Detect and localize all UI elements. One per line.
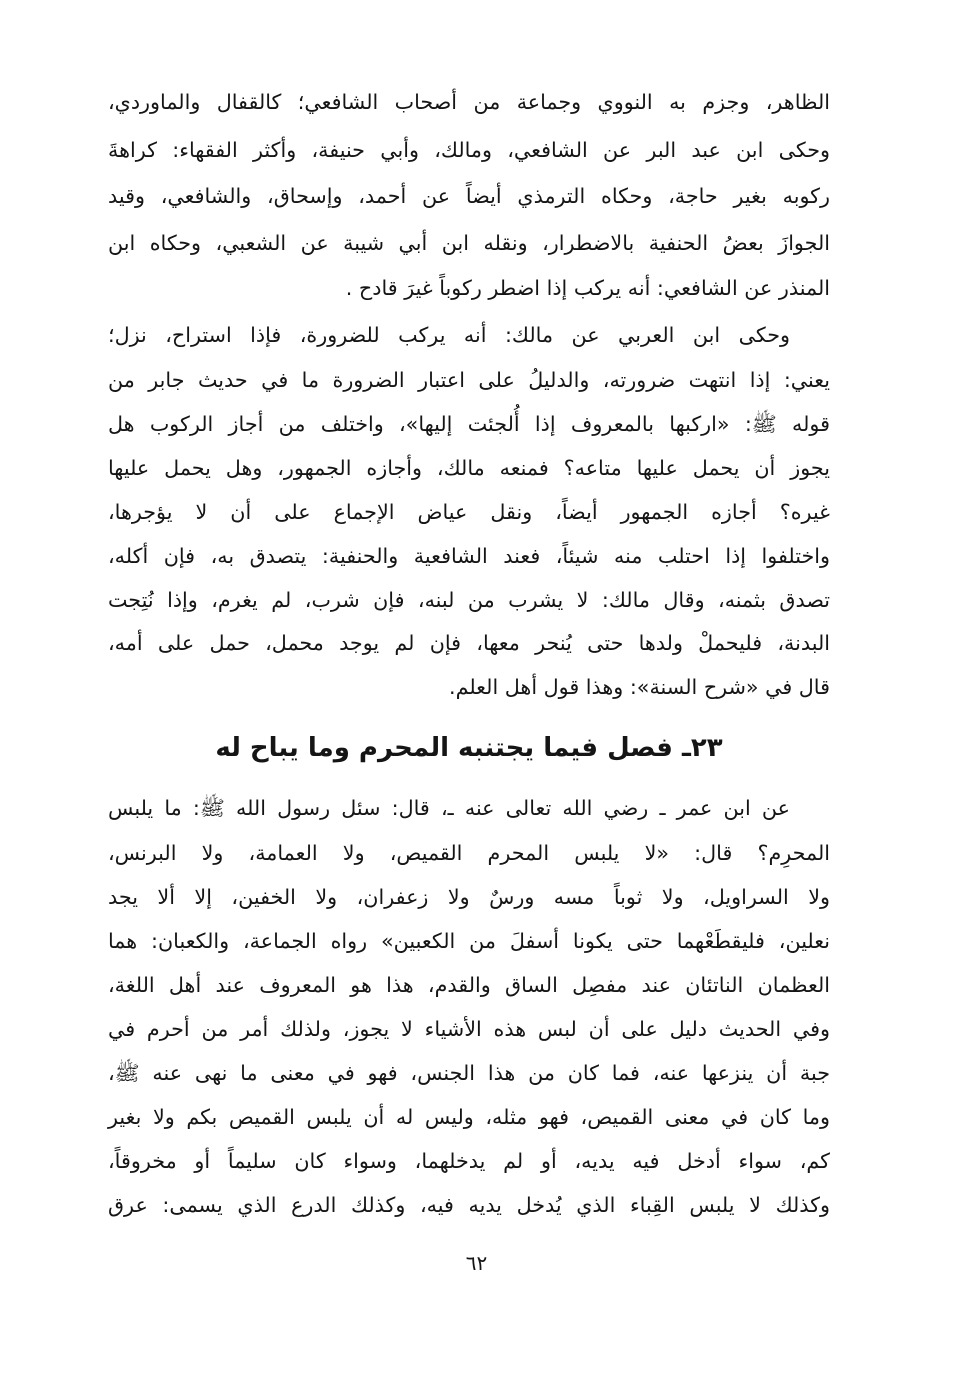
text-line: المحرِم؟ قال: «لا يلبس المحرم القميص، ولا العمامة، ولا البرنس، xyxy=(108,841,830,865)
text-line: الظاهر، وجزم به النووي وجماعة من أصحاب الشافعي؛ كالقفال والماوردي، xyxy=(108,90,830,114)
text-line: وفي الحديث دليل على أن لبس هذه الأشياء لا يجوز، ولذلك أمر من أحرم في xyxy=(108,1017,830,1041)
text-line: وحكى ابن عبد البر عن الشافعي، ومالك، وأبي حنيفة، وأكثر الفقهاء: كراهةَ xyxy=(108,138,830,162)
text-line: تصدق بثمنه، وقال مالك: لا يشرب من لبنه، فإن شرب، لم يغرم، وإذا نُتِجت xyxy=(108,588,830,612)
text-line: قال في «شرح السنة»: وهذا قول أهل العلم. xyxy=(449,675,830,699)
page-number: ٦٢ xyxy=(465,1251,488,1275)
text-line: كم، سواء أدخل فيه يديه، أو لم يدخلهما، وسواء كان سليماً أو مخروقاً، xyxy=(108,1149,830,1173)
text-line: وما كان في معنى القميص، فهو مثله، وليس له أن يلبس القميص بكم ولا بغير xyxy=(108,1105,830,1129)
text-line: ركوبه بغير حاجة، وحكاه الترمذي أيضاً عن أحمد، وإسحاق، والشافعي، وقيد xyxy=(108,184,830,208)
text-line: قوله ﷺ: «اركبها بالمعروف إذا أُلجئت إليها»، واختلف من أجاز الركوب هل xyxy=(108,412,830,436)
text-line: ولا السراويل، ولا ثوباً مسه ورسٌ ولا زعفران، ولا الخفين، إلا ألا يجد xyxy=(108,885,830,909)
text-line: واختلفوا إذا احتلب منه شيئاً، فعند الشافعية والحنفية: يتصدق به، فإن أكله، xyxy=(108,544,830,568)
text-line: وحكى ابن العربي عن مالك: أنه يركب للضرورة، فإذا استراح، نزل؛ xyxy=(108,323,790,347)
text-line: جبة أن ينزعها عنه، فما كان من هذا الجنس، فهو في معنى ما نهى عنه ﷺ، xyxy=(108,1061,830,1085)
text-line: عن ابن عمر ـ رضي الله تعالى عنه ـ، قال: سئل رسول الله ﷺ: ما يلبس xyxy=(108,796,790,820)
text-line: المنذر عن الشافعي: أنه يركب إذا اضطر ركوباً غيرَ قادح . xyxy=(345,276,830,300)
text-line: يجوز أن يحمل عليها متاعه؟ فمنعه مالك، وأجازه الجمهور، وهل يحمل عليها xyxy=(108,456,830,480)
text-line: غيره؟ أجازه الجمهور أيضاً، ونقل عياض الإجماع على أن لا يؤجرها، xyxy=(108,500,830,524)
text-line: البدنة، فليحملْ ولدها حتى يُنحر معها، فإن لم يوجد محمل، حمل على أمه، xyxy=(108,631,830,655)
text-line: وكذلك لا يلبس القِباء الذي يُدخل يديه فيه، وكذلك الدرع الذي يسمى: عرق xyxy=(108,1193,830,1217)
text-line: العظمان الناتئان عند مفصِل الساق والقدم، هذا هو المعروف عند أهل اللغة، xyxy=(108,973,830,997)
text-line: الجوازَ بعضُ الحنفية بالاضطرار، ونقله ابن أبي شيبة عن الشعبي، وحكاه ابن xyxy=(108,231,830,255)
section-heading: ٢٣ـ فصل فيما يجتنبه المحرم وما يباح له xyxy=(215,733,723,763)
text-line: يعني: إذا انتهت ضرورته، والدليلُ على اعتبار الضرورة ما في حديث جابر من xyxy=(108,368,830,392)
text-line: نعلين، فليقطَعْهما حتى يكونا أسفلَ من الكعبين» رواه الجماعة، والكعبان: هما xyxy=(108,929,830,953)
